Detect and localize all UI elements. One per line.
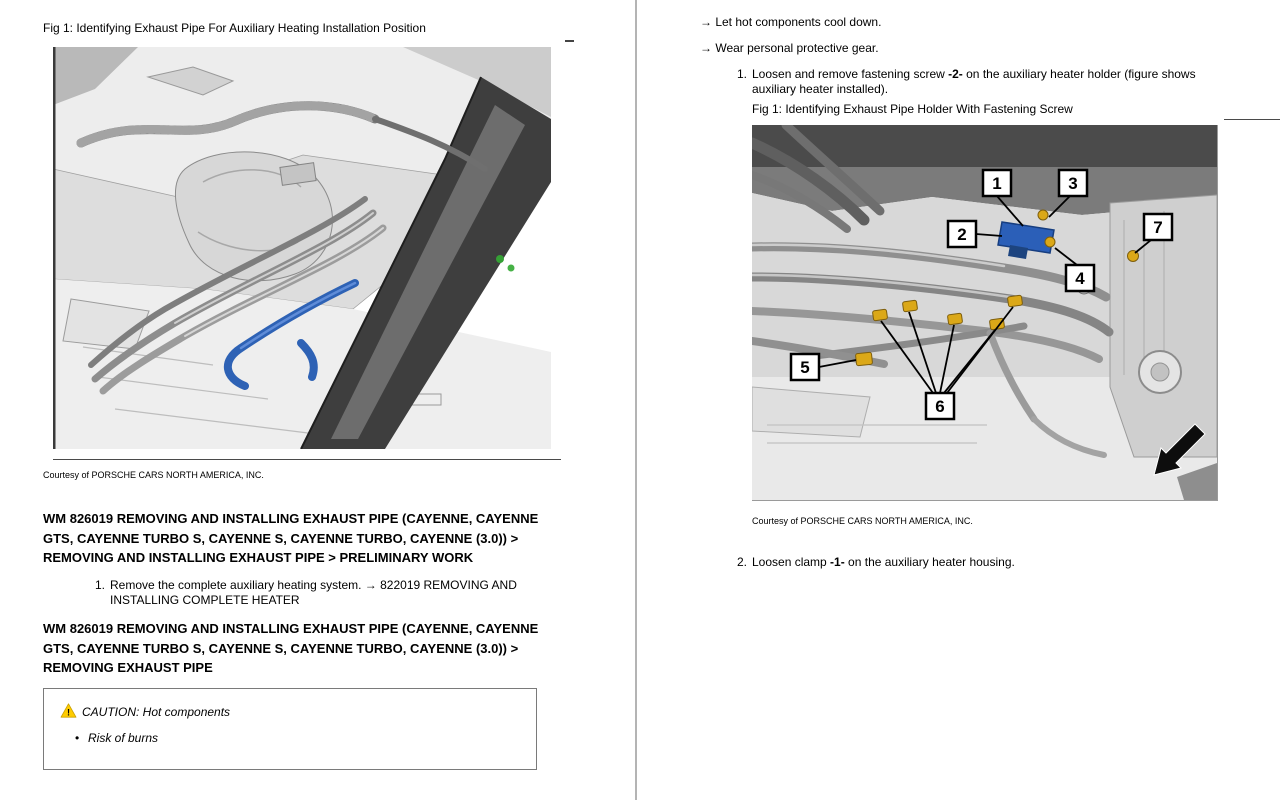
step-2-pre: Loosen clamp [752, 555, 831, 569]
courtesy-text: Courtesy of PORSCHE CARS NORTH AMERICA, INC. [752, 516, 973, 526]
caution-box [43, 688, 537, 770]
callout-label-1: 1 [992, 174, 1002, 193]
step-1-pre: Loosen and remove fastening screw [752, 67, 949, 81]
callout-label-6: 6 [935, 397, 945, 416]
callout-label-7: 7 [1153, 218, 1163, 237]
step-text [752, 555, 1220, 570]
callout-box-4 [1066, 265, 1094, 291]
step-number: 1. [737, 67, 748, 81]
section-heading-preliminary: WM 826019 REMOVING AND INSTALLING EXHAUST PIPE (CAYENNE, CAYENNE GTS, CAYENNE TURBO S, CAYENNE S, CAYENNE TURBO, CAYENNE (3.0)) > REMOVING AND INSTALLING EXHAUST PIPE > PRELIMINARY WORK [43, 511, 539, 565]
top-right-rule [1224, 119, 1280, 120]
callout-box-3 [1059, 170, 1087, 196]
callout-label-3: 3 [1068, 174, 1078, 193]
note-cool-down: → Let hot components cool down. [700, 15, 882, 29]
note-protective-gear: → Wear personal protective gear. [700, 41, 879, 55]
cross-reference-link[interactable]: → 822019 REMOVING AND INSTALLING COMPLETE HEATER [110, 578, 517, 607]
step-1-post: on the auxiliary heater holder (figure shows auxiliary heater installed). [752, 67, 1196, 96]
callout-box-5 [791, 354, 819, 380]
left-figure-caption: Fig 1: Identifying Exhaust Pipe For Auxiliary Heating Installation Position [43, 21, 426, 35]
step-text-body: Remove the complete auxiliary heating system. [110, 578, 365, 592]
rule-fragment [565, 40, 574, 42]
callout-box-6 [926, 393, 954, 419]
callout-label-5: 5 [800, 358, 810, 377]
right-figure-caption: Fig 1: Identifying Exhaust Pipe Holder With Fastening Screw [752, 102, 1073, 116]
callout-box-1 [983, 170, 1011, 196]
section-heading-removing: WM 826019 REMOVING AND INSTALLING EXHAUST PIPE (CAYENNE, CAYENNE GTS, CAYENNE TURBO S, CAYENNE S, CAYENNE TURBO, CAYENNE (3.0)) > REMOVING EXHAUST PIPE [43, 621, 539, 675]
callout-box-2 [948, 221, 976, 247]
left-figure-illustration [53, 47, 551, 449]
step-text [752, 67, 1220, 96]
warning-icon [60, 703, 77, 718]
right-figure-illustration [752, 125, 1217, 500]
step-2-ref: -1- [830, 555, 845, 569]
step-number: 2. [737, 555, 748, 569]
right-pane [637, 0, 1280, 800]
bullet-dot: • [75, 731, 80, 745]
caution-bullet-item: Risk of burns [88, 731, 159, 745]
step-1-ref: -2- [948, 67, 963, 81]
callout-label-2: 2 [957, 225, 967, 244]
left-figure [53, 47, 551, 449]
step-2-post: on the auxiliary heater housing. [844, 555, 1015, 569]
left-pane [0, 0, 635, 800]
figure-rule [53, 459, 561, 460]
step-number: 1. [95, 578, 106, 592]
warning-icon-mark: ! [66, 707, 71, 718]
caution-title: CAUTION: Hot components [82, 705, 231, 719]
right-figure [752, 125, 1218, 501]
callout-box-7 [1144, 214, 1172, 240]
step-text [110, 578, 552, 607]
courtesy-text: Courtesy of PORSCHE CARS NORTH AMERICA, INC. [43, 470, 264, 480]
callout-label-4: 4 [1075, 269, 1085, 288]
figure-left-edge [53, 47, 56, 449]
